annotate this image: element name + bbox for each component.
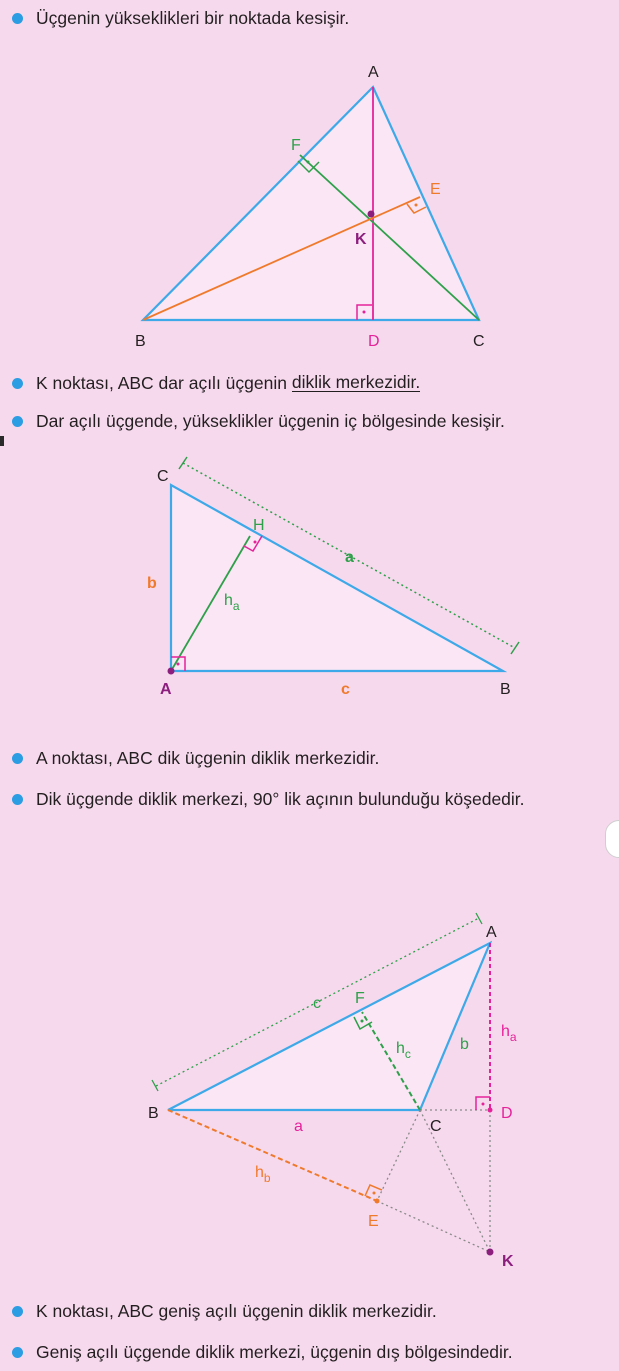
label-hc-main: h <box>396 1040 405 1057</box>
label-hb-main: h <box>255 1164 264 1181</box>
note-text: K noktası, ABC dar açılı üçgenin <box>36 372 292 393</box>
right-angle-dot-d <box>363 311 366 314</box>
label-d: D <box>501 1105 513 1122</box>
label-ha-sub: a <box>232 599 240 613</box>
extension-ac <box>377 1110 420 1201</box>
orthocenter-k <box>368 211 375 218</box>
side-scroll-handle[interactable] <box>605 820 619 858</box>
label-a-vertex: A <box>160 681 172 698</box>
label-h: H <box>253 517 265 534</box>
right-triangle-svg <box>0 450 619 710</box>
label-side-a: a <box>345 549 354 566</box>
orthocenter-k <box>487 1249 494 1256</box>
bullet-dot <box>12 416 23 427</box>
obtuse-triangle-svg <box>0 905 619 1285</box>
length-tick-end <box>511 642 519 654</box>
bullet-note-5 <box>0 1298 619 1324</box>
label-k: K <box>355 231 367 248</box>
right-angle-dot-d <box>482 1103 485 1106</box>
triangle-abc <box>171 485 503 671</box>
label-c: C <box>473 333 485 350</box>
line-ek <box>377 1201 490 1252</box>
bullet-note-3 <box>0 745 619 771</box>
right-angle-dot-f <box>307 161 310 164</box>
right-angle-dot-e <box>415 204 418 207</box>
acute-triangle-figure <box>0 50 619 360</box>
right-angle-dot-a <box>177 663 180 666</box>
label-ha <box>501 1023 517 1044</box>
label-ha-sub: a <box>509 1030 517 1044</box>
bullet-dot <box>12 794 23 805</box>
note-text: Dik üçgende diklik merkezi, 90° lik açının bulunduğu köşededir. <box>36 788 525 809</box>
label-side-c: c <box>341 681 350 698</box>
foot-d <box>488 1108 493 1113</box>
heading-text: Üçgenin yükseklikleri bir noktada kesişir. <box>36 7 350 28</box>
label-ha-main: h <box>501 1023 510 1040</box>
acute-triangle-svg <box>0 50 619 360</box>
bullet-dot <box>12 753 23 764</box>
label-a: A <box>486 924 497 941</box>
note-text: K noktası, ABC geniş açılı üçgenin diklik merkezidir. <box>36 1300 437 1321</box>
label-f: F <box>355 990 365 1007</box>
bullet-note-6 <box>0 1339 619 1365</box>
label-side-c: c <box>313 995 321 1012</box>
label-hb-sub: b <box>263 1171 271 1185</box>
bullet-dot <box>12 378 23 389</box>
bullet-heading-1 <box>0 5 619 31</box>
right-angle-dot-h <box>254 541 257 544</box>
note-text: A noktası, ABC dik üçgenin diklik merkezidir. <box>36 747 380 768</box>
right-angle-dot-e <box>373 1192 376 1195</box>
label-hb <box>255 1164 271 1185</box>
label-c: C <box>430 1118 442 1135</box>
label-c-vertex: C <box>157 468 169 485</box>
label-e: E <box>368 1213 379 1230</box>
bullet-note-1 <box>0 370 619 396</box>
right-triangle-figure <box>0 450 619 710</box>
obtuse-triangle-figure <box>0 905 619 1285</box>
label-side-a: a <box>294 1118 303 1135</box>
label-a: A <box>368 64 379 81</box>
label-b: B <box>148 1105 159 1122</box>
right-angle-dot-f <box>361 1020 364 1023</box>
label-b: B <box>135 333 146 350</box>
bullet-dot <box>12 1306 23 1317</box>
orthocenter-a <box>168 668 175 675</box>
triangle-abc <box>168 943 490 1110</box>
label-ha-main: h <box>224 592 233 609</box>
label-d: D <box>368 333 380 350</box>
bullet-note-4 <box>0 786 619 812</box>
bullet-dot <box>12 1347 23 1358</box>
bullet-dot <box>12 13 23 24</box>
label-f: F <box>291 137 301 154</box>
length-tick-start <box>179 457 187 469</box>
label-k: K <box>502 1253 514 1270</box>
note-text: Geniş açılı üçgende diklik merkezi, üçgenin dış bölgesindedir. <box>36 1341 513 1362</box>
label-hc-sub: c <box>404 1047 411 1061</box>
foot-e <box>375 1199 380 1204</box>
label-side-b: b <box>460 1036 469 1053</box>
edge-shadow <box>0 436 4 446</box>
note-text: Dar açılı üçgende, yükseklikler üçgenin iç bölgesinde kesişir. <box>36 410 505 431</box>
label-side-b: b <box>147 575 157 592</box>
triangle-abc <box>143 87 479 320</box>
bullet-note-2 <box>0 408 619 434</box>
term-orthocenter: diklik merkezidir. <box>291 372 421 392</box>
label-b-vertex: B <box>500 681 511 698</box>
altitude-be <box>168 1110 377 1201</box>
label-e: E <box>430 181 441 198</box>
